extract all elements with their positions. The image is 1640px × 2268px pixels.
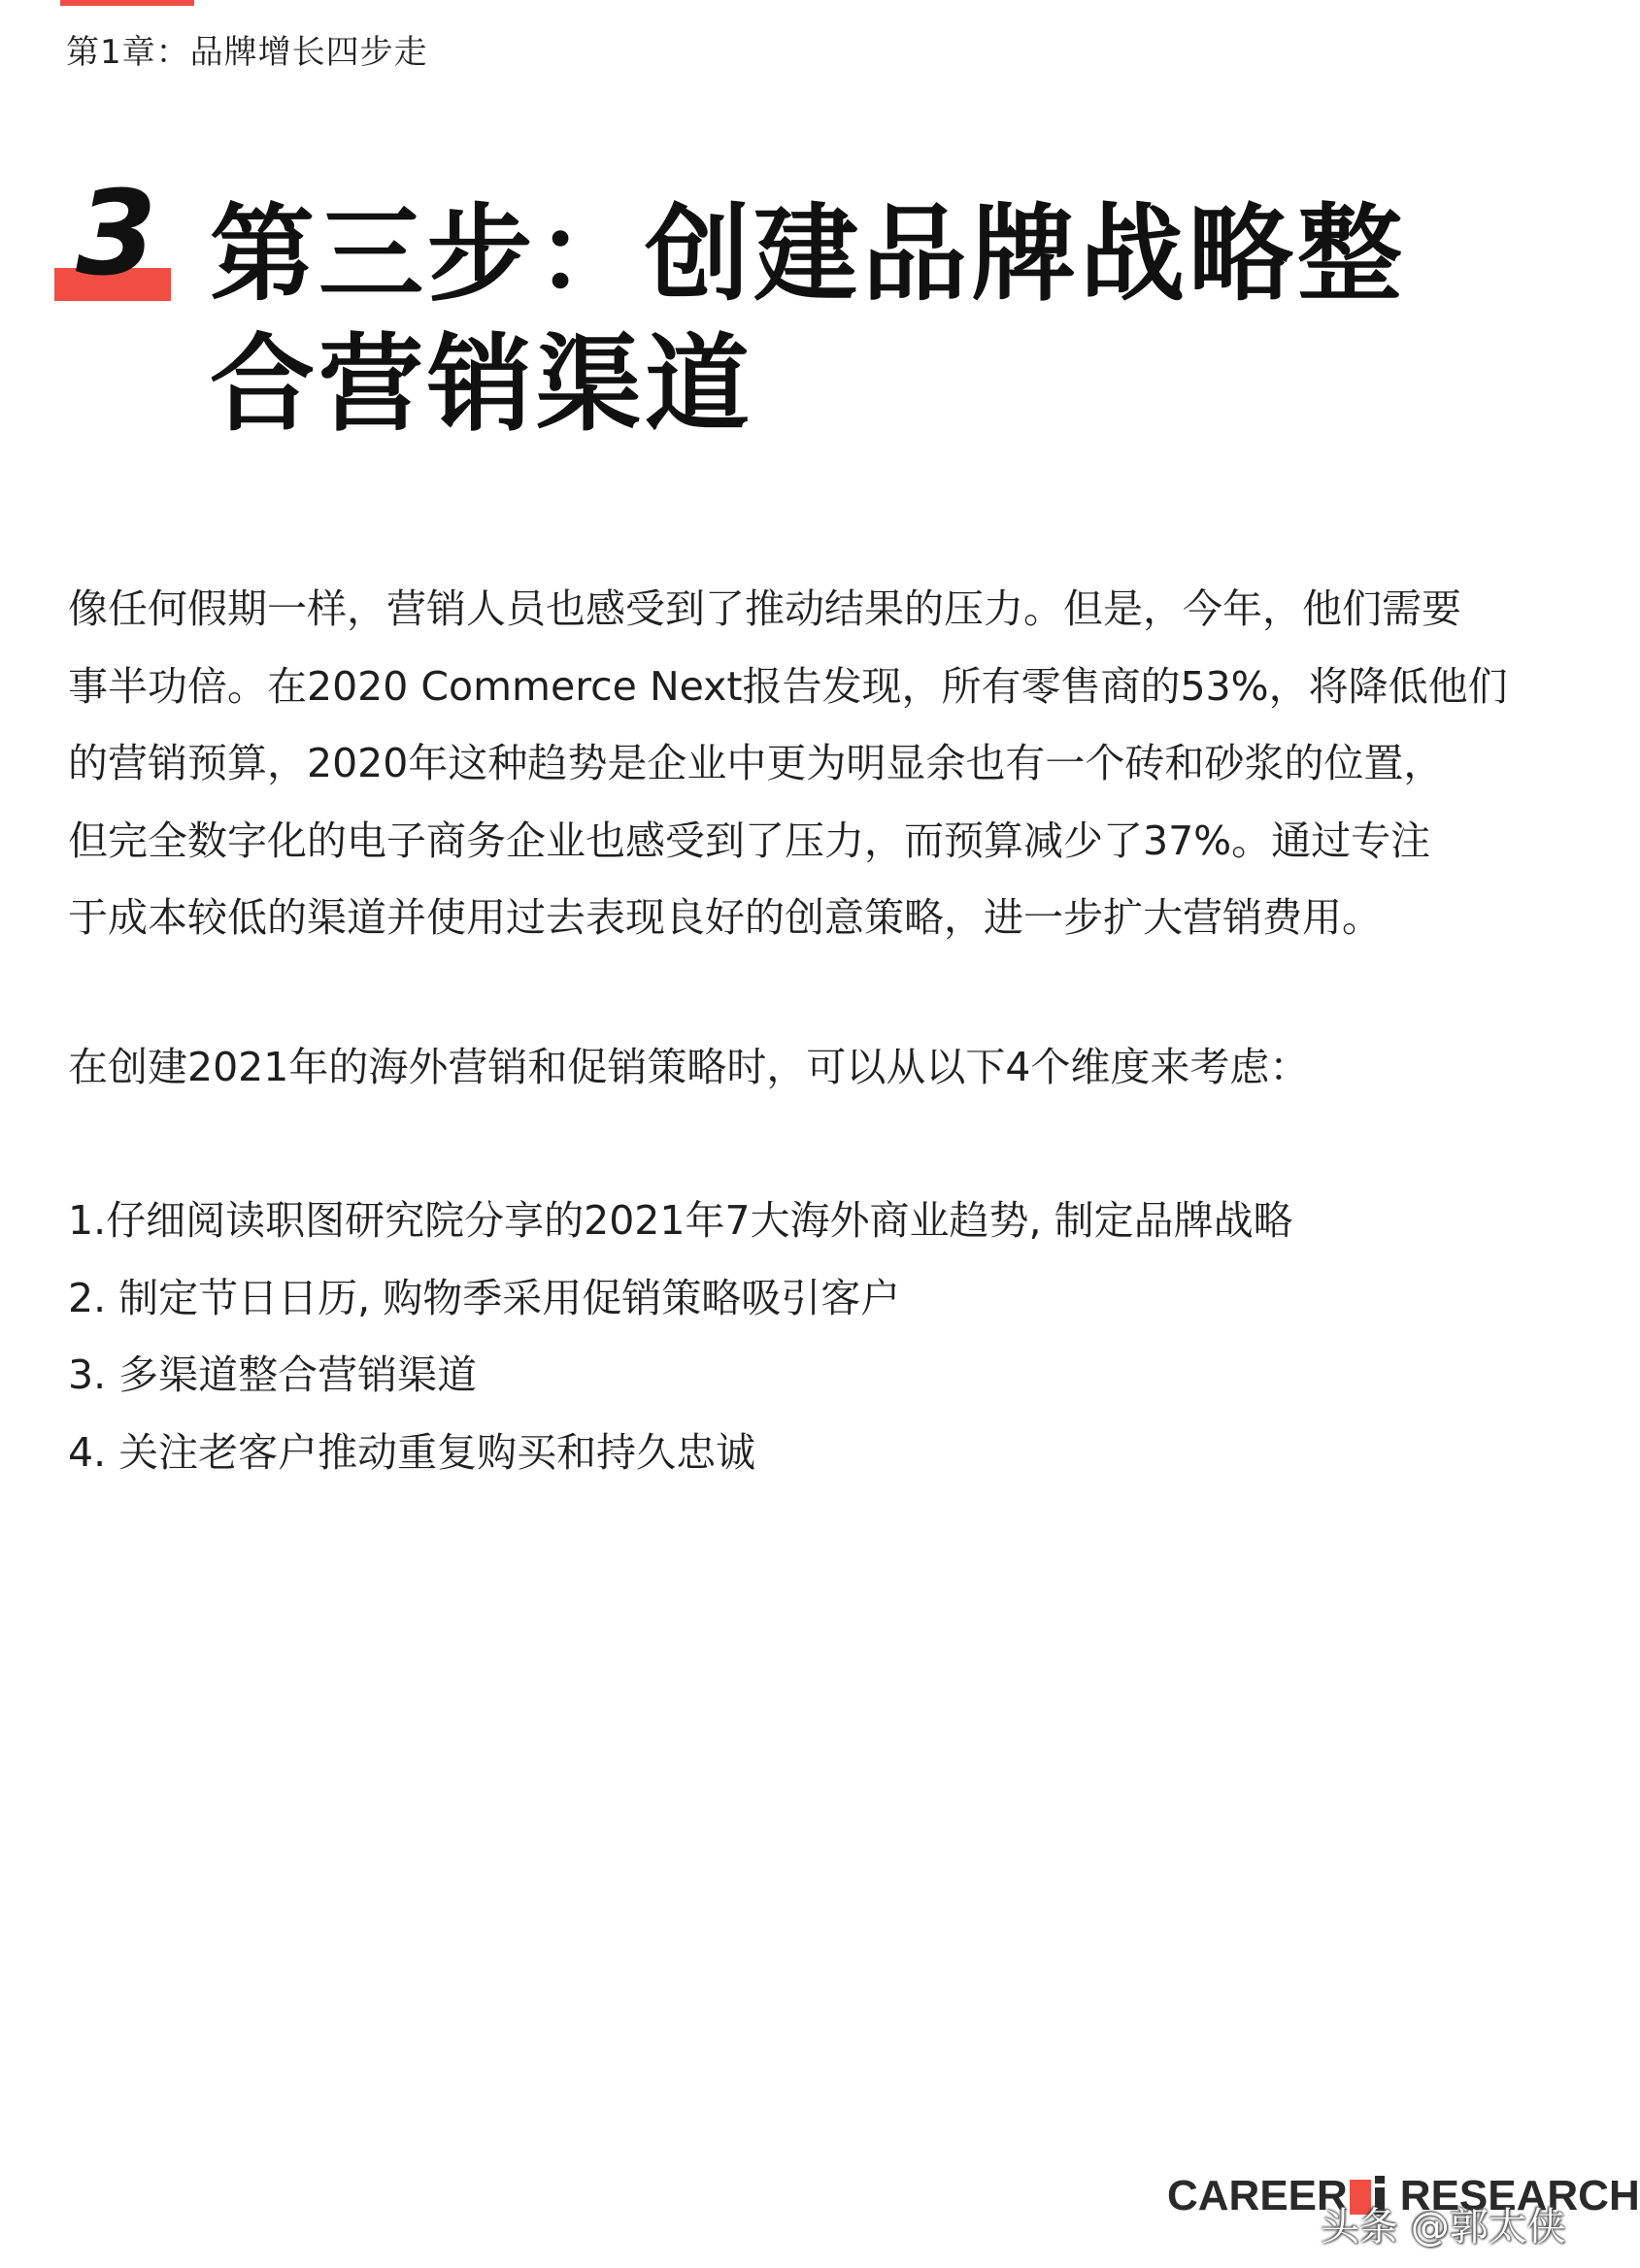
page-title [210,190,1453,450]
intro-paragraph-line: 像任何假期一样，营销人员也感受到了推动结果的压力。但是，今年，他们需要 [68,585,1461,632]
step-number: 3 [76,167,157,302]
top-accent-bar [60,0,194,6]
list-item: 4. 关注老客户推动重复购买和持久忠诚 [68,1428,756,1476]
source-watermark: 头条 @郭太侠 [1321,2205,1566,2250]
list-item: 2. 制定节日日历, 购物季采用促销策略吸引客户 [68,1274,901,1321]
intro-paragraph-line: 于成本较低的渠道并使用过去表现良好的创意策略，进一步扩大营销费用。 [68,894,1382,941]
dimensions-list [68,1183,1293,1491]
dimensions-intro: 在创建2021年的海外营销和促销策略时，可以从以下4个维度来考虑： [68,1044,1310,1090]
intro-paragraph [68,571,1544,957]
intro-paragraph-line: 的营销预算，2020年这种趋势是企业中更为明显余也有一个砖和砂浆的位置， [68,740,1444,786]
page-title-line-1: 第三步：创建品牌战略整 [210,194,1407,316]
list-item: 3. 多渠道整合营销渠道 [68,1351,478,1398]
intro-paragraph-line: 事半功倍。在2020 Commerce Next报告发现，所有零售商的53%，将降低他们 [68,662,1508,710]
page-title-line-2: 合营销渠道 [210,324,754,446]
logo-text-left: CAREER [1167,2172,1348,2219]
intro-paragraph-line: 但完全数字化的电子商务企业也感受到了压力，而预算减少了37%。通过专注 [68,817,1431,864]
list-item: 1.仔细阅读职图研究院分享的2021年7大海外商业趋势, 制定品牌战略 [68,1197,1293,1244]
chapter-label: 第1章：品牌增长四步走 [66,33,428,72]
step-number-badge [54,167,171,311]
logo-text-right: RESEARCH [1399,2172,1640,2219]
